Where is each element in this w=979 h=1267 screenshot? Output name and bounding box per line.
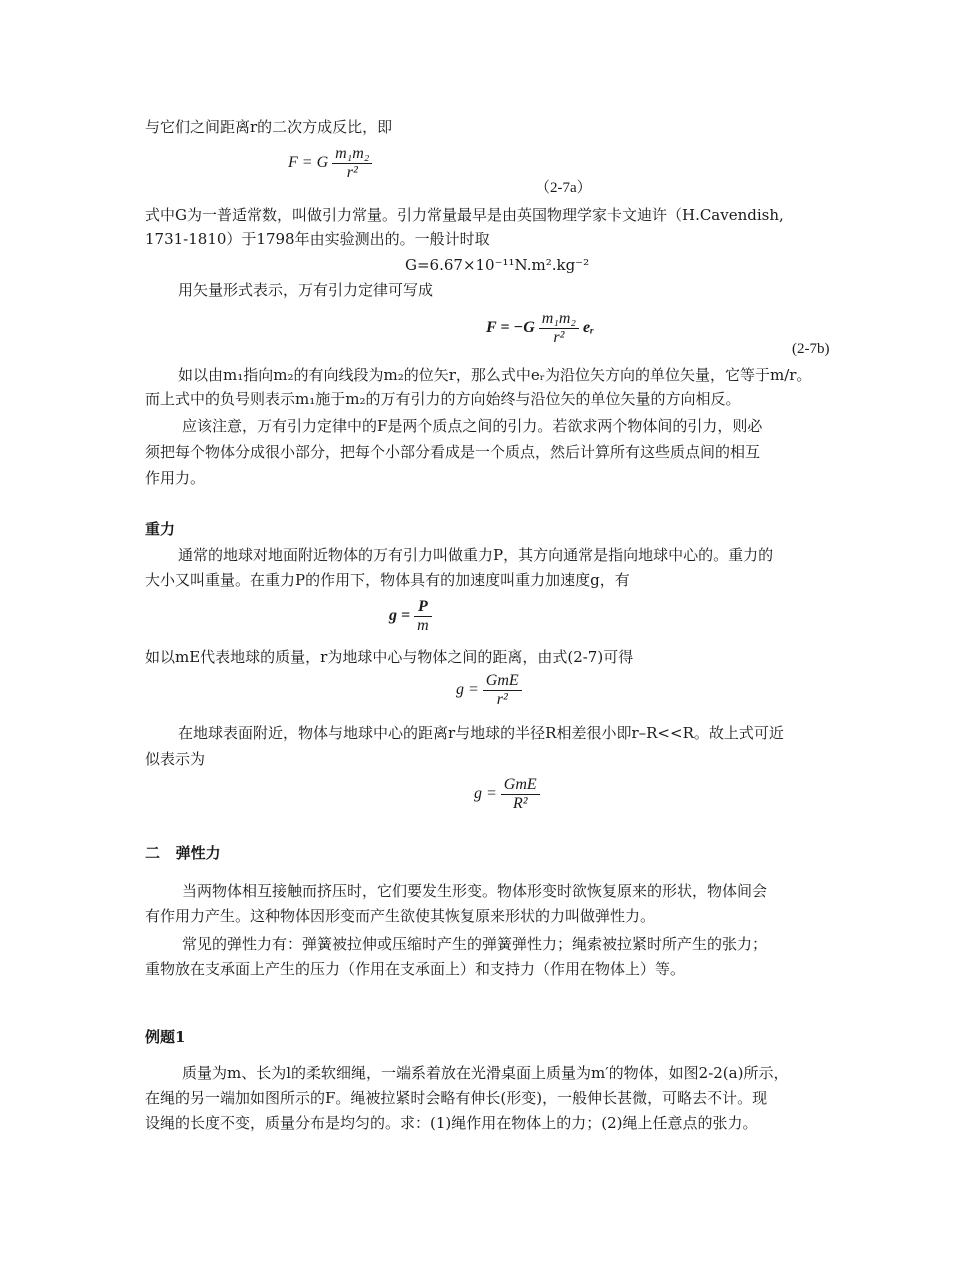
equation-lhs: F = −G [486, 319, 535, 337]
paragraph-line: 大小又叫重量。在重力P的作用下，物体具有的加速度叫重力加速度g，有 [145, 571, 630, 589]
paragraph-line: 有作用力产生。这种物体因形变而产生欲使其恢复原来形状的力叫做弹性力。 [145, 907, 656, 925]
paragraph-line: 须把每个物体分成很小部分，把每个小部分看成是一个质点，然后计算所有这些质点间的相互 [145, 443, 761, 461]
section-heading-gravity: 重力 [145, 520, 176, 538]
equation-fraction [483, 672, 522, 709]
equation-fraction [414, 598, 432, 635]
paragraph-line: 质量为m、长为l的柔软细绳，一端系着放在光滑桌面上质量为m′的物体，如图2-2(a)所示， [182, 1064, 789, 1082]
section-heading-example: 例题1 [145, 1028, 186, 1046]
equation-number-2-7a: （2-7a） [535, 180, 592, 196]
equation-lhs: g = [456, 681, 479, 699]
equation-g-gme-over-R2 [474, 776, 540, 813]
equation-fraction [501, 776, 540, 813]
paragraph-line: 在绳的另一端加如图所示的F。绳被拉紧时会略有伸长(形变)，一般伸长甚微，可略去不计。现 [145, 1089, 768, 1107]
paragraph-line: 式中G为一普适常数，叫做引力常量。引力常量最早是由英国物理学家卡文迪许（H.Cavendish, [145, 206, 784, 224]
paragraph-line: 似表示为 [145, 750, 206, 768]
fraction-denominator: r² [496, 691, 508, 708]
intro-text: 与它们之间距离r的二次方成反比，即 [145, 118, 393, 136]
paragraph-line: 如以由m₁指向m₂的有向线段为m₂的位矢r，那么式中eᵣ为沿位矢方向的单位矢量，它等于m/r。 [178, 366, 812, 384]
paragraph-line: 在地球表面附近，物体与地球中心的距离r与地球的半径R相差很小即r–R<<R。故上式可近 [178, 724, 784, 742]
equation-lhs: g = [389, 607, 411, 625]
equation-fraction [332, 145, 372, 182]
paragraph-line: 设绳的长度不变，质量分布是均匀的。求：(1)绳作用在物体上的力；(2)绳上任意点的张力。 [145, 1114, 758, 1132]
paragraph-line: 重物放在支承面上产生的压力（作用在支承面上）和支持力（作用在物体上）等。 [145, 960, 686, 978]
fraction-denominator: r² [553, 329, 565, 346]
fraction-numerator: P [414, 598, 432, 617]
paragraph-line: 当两物体相互接触而挤压时，它们要发生形变。物体形变时欲恢复原来的形状，物体间会 [182, 882, 768, 900]
fraction-numerator: GmE [501, 776, 540, 795]
equation-lhs: g = [474, 785, 497, 803]
paragraph-line: 应该注意，万有引力定律中的F是两个质点之间的引力。若欲求两个物体间的引力，则必 [182, 417, 763, 435]
equation-number-2-7b: (2-7b) [792, 341, 830, 357]
constant-value: G=6.67×10⁻¹¹N.m².kg⁻² [405, 256, 590, 274]
equation-lhs: F = G [288, 154, 329, 172]
equation-g-gme-over-r2 [456, 672, 522, 709]
equation-2-7a [288, 145, 372, 182]
fraction-denominator: r² [346, 164, 358, 181]
equation-fraction [539, 310, 579, 347]
paragraph-line: 1731-1810）于1798年由实验测出的。一般计时取 [145, 230, 490, 248]
equation-2-7b [486, 310, 594, 347]
equation-rhs: eᵣ [582, 319, 594, 337]
paragraph-line: 常见的弹性力有：弹簧被拉伸或压缩时产生的弹簧弹性力；绳索被拉紧时所产生的张力； [182, 935, 768, 953]
fraction-numerator: GmE [483, 672, 522, 691]
paragraph-line: 通常的地球对地面附近物体的万有引力叫做重力P，其方向通常是指向地球中心的。重力的 [178, 546, 774, 564]
paragraph-line: 作用力。 [145, 469, 206, 487]
paragraph-line: 而上式中的负号则表示m₁施于m₂的万有引力的方向始终与沿位矢的单位矢量的方向相反。 [145, 390, 741, 408]
section-heading-elastic: 二 弹性力 [145, 844, 221, 862]
equation-g-p-over-m [389, 598, 432, 635]
paragraph-line: 如以mE代表地球的质量，r为地球中心与物体之间的距离，由式(2-7)可得 [145, 648, 634, 666]
fraction-denominator: m [417, 617, 429, 634]
paragraph-line: 用矢量形式表示，万有引力定律可写成 [178, 281, 434, 299]
fraction-denominator: R² [512, 795, 528, 812]
fraction-numerator: m₁m₂ [332, 145, 372, 164]
fraction-numerator: m₁m₂ [539, 310, 579, 329]
